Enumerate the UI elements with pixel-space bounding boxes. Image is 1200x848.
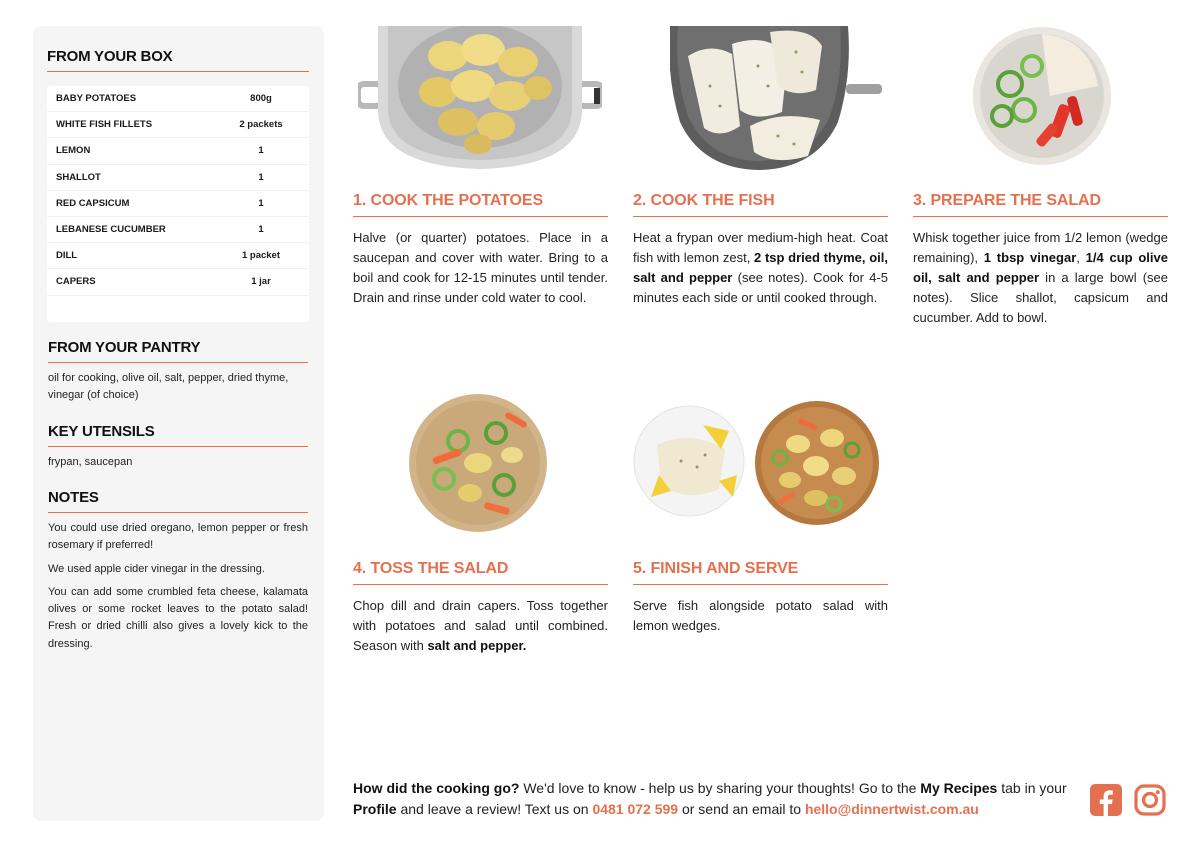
text-segment: Whisk together juice from 1/2 lemon (wedge remaining),: [913, 230, 1168, 265]
step-title: 2. COOK THE FISH: [633, 192, 775, 209]
ingredient-quantity: 2 packets: [239, 119, 283, 131]
ingredient-quantity: 1 packet: [241, 250, 281, 262]
text-segment: Heat a frypan over medium-high heat. Coat fish with lemon zest,: [633, 230, 888, 265]
from-your-box-section: [47, 48, 309, 72]
text-segment: or send an email to: [678, 801, 805, 817]
ingredient-row: [47, 191, 309, 217]
step-text: [353, 228, 608, 308]
step-divider: [633, 216, 888, 217]
text-segment: Chop dill and drain capers. Toss together with potatoes and salad until combined. Season with: [353, 598, 608, 653]
ingredient-name: BABY POTATOES: [56, 93, 137, 105]
ingredient-row: [47, 217, 309, 243]
ingredient-row: [47, 112, 309, 138]
pantry-text: oil for cooking, olive oil, salt, pepper, dried thyme, vinegar (of choice): [48, 372, 289, 401]
heading-divider: [47, 71, 309, 72]
step-5: [633, 560, 888, 636]
ingredient-quantity: 1: [258, 224, 264, 236]
text-segment: Serve fish alongside potato salad with lemon wedges.: [633, 598, 888, 633]
step-4: [353, 560, 608, 656]
utensils-section: [48, 423, 308, 471]
step-divider: [353, 216, 608, 217]
step-title: 4. TOSS THE SALAD: [353, 560, 509, 577]
bold-text: My Recipes: [920, 780, 998, 796]
ingredient-row: [47, 243, 309, 269]
step-text: [633, 228, 888, 308]
ingredient-row: [47, 86, 309, 112]
ingredient-row: [47, 138, 309, 164]
heading-divider: [48, 446, 308, 447]
note-paragraph: You could use dried oregano, lemon pepper or fresh rosemary if preferred!: [48, 522, 308, 552]
step-text: [913, 228, 1168, 328]
sidebar: [33, 26, 324, 821]
bold-text: 2 tsp dried thyme, oil, salt and pepper: [633, 250, 889, 285]
step-divider: [633, 584, 888, 585]
ingredient-quantity: 1: [258, 145, 264, 157]
bold-text: 1/4 cup olive oil, salt and pepper: [913, 250, 1168, 285]
ingredient-quantity: 800g: [250, 93, 272, 105]
contact-link[interactable]: 0481 072 599: [592, 801, 679, 817]
contact-link[interactable]: hello@dinnertwist.com.au: [804, 801, 979, 817]
text-segment: and leave a review! Text us on: [396, 801, 593, 817]
note-paragraph: You can add some crumbled feta cheese, kalamata olives or some rocket leaves to the potato salad! Fresh or dried chilli also gives a lovely kick to the dressing.: [48, 585, 308, 650]
bold-text: 1 tbsp vinegar: [983, 250, 1077, 265]
utensils-heading: KEY UTENSILS: [48, 423, 155, 440]
pantry-section: [48, 339, 308, 404]
fish-plate-image: [633, 405, 745, 517]
ingredient-quantity: 1: [258, 197, 264, 209]
ingredient-row: [47, 269, 309, 295]
instagram-icon[interactable]: [1134, 784, 1166, 816]
heading-divider: [48, 362, 308, 363]
utensils-text: frypan, saucepan: [48, 456, 133, 468]
feedback-footer: [353, 778, 1073, 820]
text-segment: ,: [1076, 250, 1086, 265]
step-title: 1. COOK THE POTATOES: [353, 192, 544, 209]
step-divider: [913, 216, 1168, 217]
text-segment: We'd love to know - help us by sharing your thoughts! Go to the: [519, 780, 921, 796]
notes-section: [48, 489, 308, 653]
note-paragraph: We used apple cider vinegar in the dressing.: [48, 562, 265, 575]
pantry-heading: FROM YOUR PANTRY: [48, 339, 201, 356]
tossed-salad-image: [408, 393, 548, 533]
step-text: [633, 596, 888, 636]
text-segment: in a large bowl (see notes). Slice shallot, capsicum and cucumber. Add to bowl.: [913, 270, 1169, 325]
ingredient-name: LEBANESE CUCUMBER: [56, 224, 166, 236]
potato-salad-bowl-image: [754, 400, 880, 526]
heading-divider: [48, 512, 308, 513]
bold-text: How did the cooking go?: [353, 780, 520, 796]
notes-heading: NOTES: [48, 489, 99, 506]
ingredient-name: WHITE FISH FILLETS: [56, 119, 153, 131]
step-title: 5. FINISH AND SERVE: [633, 560, 799, 577]
ingredient-name: CAPERS: [56, 276, 96, 288]
potatoes-saucepan-image: [358, 26, 602, 170]
step-2: [633, 192, 888, 308]
ingredient-name: RED CAPSICUM: [56, 197, 130, 209]
step-text: [353, 596, 608, 656]
step-title: 3. PREPARE THE SALAD: [913, 192, 1101, 209]
ingredient-name: LEMON: [56, 145, 91, 157]
facebook-icon[interactable]: [1090, 784, 1122, 816]
step-3: [913, 192, 1168, 328]
ingredient-row: [47, 165, 309, 191]
ingredient-quantity: 1: [258, 171, 264, 183]
step-divider: [353, 584, 608, 585]
bold-text: Profile: [353, 801, 397, 817]
text-segment: tab in your: [997, 780, 1067, 796]
fish-frypan-image: [670, 26, 882, 170]
bold-text: salt and pepper.: [427, 638, 527, 653]
text-segment: (see notes). Cook for 4-5 minutes each side or until cooked through.: [633, 270, 888, 305]
ingredients-table: [47, 86, 309, 322]
ingredient-name: DILL: [56, 250, 78, 262]
step-1: [353, 192, 608, 308]
text-segment: Halve (or quarter) potatoes. Place in a saucepan and cover with water. Bring to a boil and cook for 12-15 minutes until tender. Drain and rinse under cold water to cool.: [353, 230, 608, 305]
salad-bowl-image: [972, 26, 1112, 166]
from-your-box-heading: FROM YOUR BOX: [47, 48, 173, 65]
ingredient-name: SHALLOT: [56, 171, 101, 183]
ingredient-quantity: 1 jar: [251, 276, 271, 288]
